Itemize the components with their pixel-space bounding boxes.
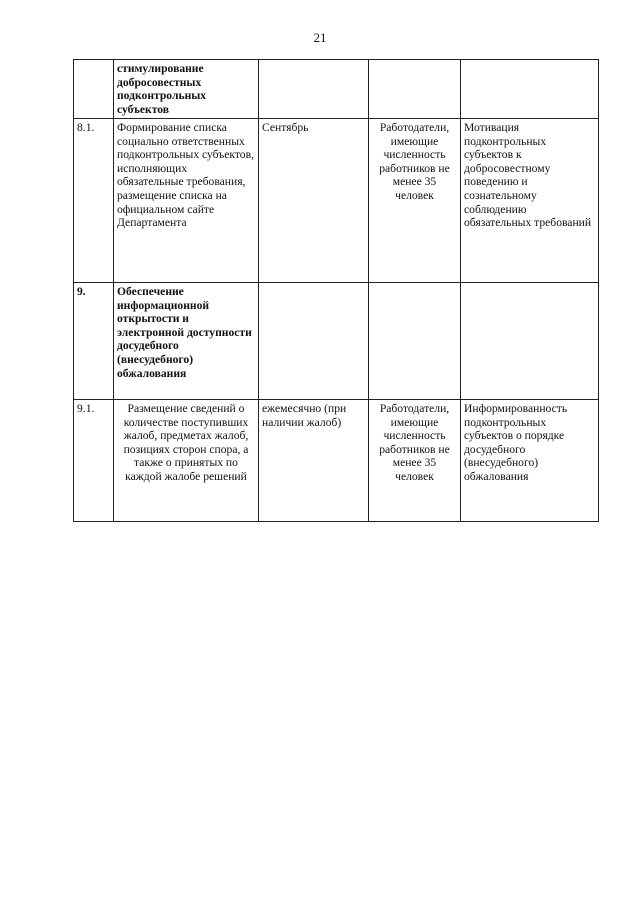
- page-number: 21: [313, 30, 327, 45]
- row-number-cell: [74, 60, 114, 119]
- term-cell: ежемесячно (при наличии жалоб): [259, 400, 369, 522]
- table-row: [74, 60, 599, 119]
- action-cell: Размещение сведений о количестве поступивших жалоб, предметах жалоб, позициях сторон спора, а также о принятых по каждой жалобе решений: [114, 400, 259, 522]
- term-cell: Сентябрь: [259, 119, 369, 283]
- row-number-cell: 9.: [74, 283, 114, 400]
- table-row: [74, 283, 599, 400]
- table-row: [74, 400, 599, 522]
- subjects-cell: Работодатели, имеющие численность работников не менее 35 человек: [369, 400, 461, 522]
- result-cell: Информированность подконтрольных субъектов о порядке досудебного (внесудебного) обжалования: [461, 400, 599, 522]
- subjects-cell: [369, 283, 461, 400]
- result-cell: [461, 283, 599, 400]
- result-cell: [461, 60, 599, 119]
- result-cell: Мотивация подконтрольных субъектов к добросовестному поведению и сознательному соблюдению обязательных требований: [461, 119, 599, 283]
- term-cell: [259, 283, 369, 400]
- row-number-cell: 9.1.: [74, 400, 114, 522]
- row-number-cell: 8.1.: [74, 119, 114, 283]
- term-cell: [259, 60, 369, 119]
- action-cell: стимулирование добросовестных подконтрольных субъектов: [114, 60, 259, 119]
- table-row: [74, 119, 599, 283]
- action-plan-table: [73, 59, 599, 522]
- action-cell: Формирование списка социально ответственных подконтрольных субъектов, исполняющих обязательные требования, размещение списка на официальном сайте Департамента: [114, 119, 259, 283]
- action-cell: Обеспечение информационной открытости и электронной доступности досудебного (внесудебного) обжалования: [114, 283, 259, 400]
- subjects-cell: [369, 60, 461, 119]
- subjects-cell: Работодатели, имеющие численность работников не менее 35 человек: [369, 119, 461, 283]
